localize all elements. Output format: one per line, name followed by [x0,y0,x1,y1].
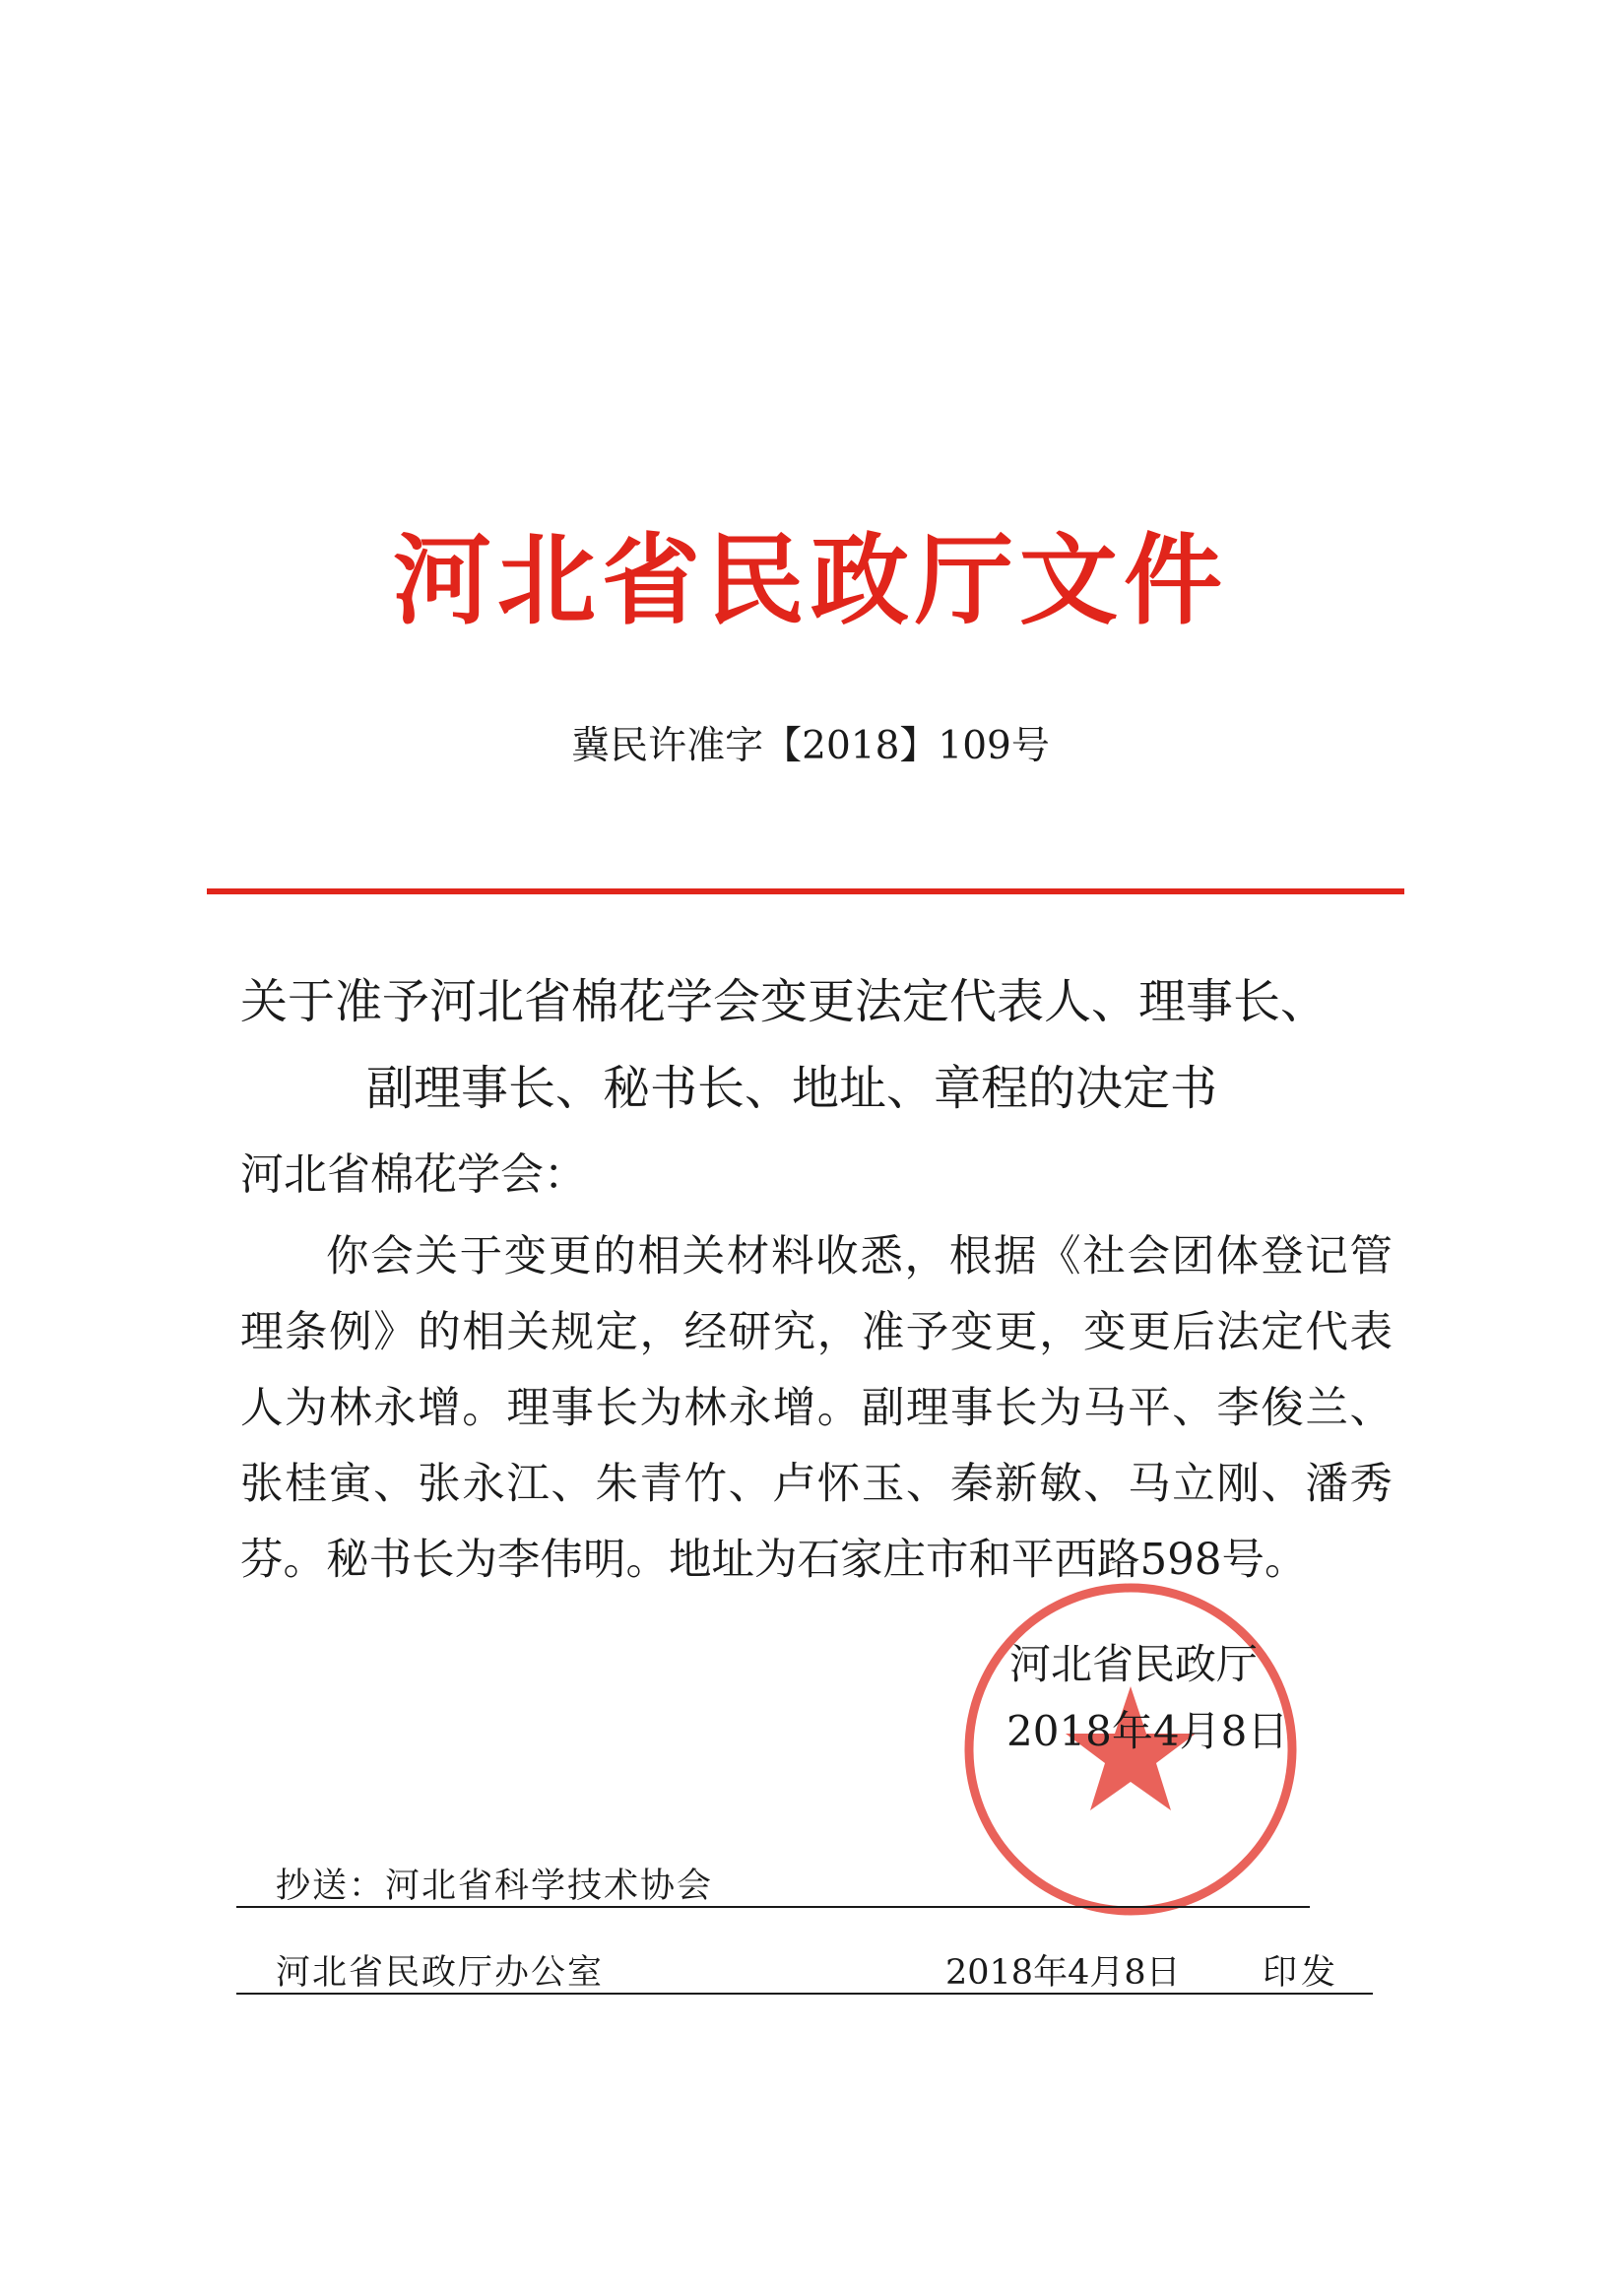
document-header-title: 河北省民政厅文件 [393,523,1228,638]
issue-label: 印发 [1263,1953,1340,1993]
issuing-office: 河北省民政厅办公室 [276,1953,605,1993]
footer-rule-top [236,1906,1310,1908]
signature-org: 河北省民政厅 [1009,1640,1259,1688]
decision-title-line-1: 关于准予河北省棉花学会变更法定代表人、理事长、 [240,974,1329,1029]
red-divider [207,888,1404,894]
decision-body: 你会关于变更的相关材料收悉，根据《社会团体登记管理条例》的相关规定，经研究，准予变更，变更后法定代表人为林永增。理事长为林永增。副理事长为马平、李俊兰、张桂寅、张永江、朱青竹、卢怀玉、秦新敏、马立刚、潘秀芬。秘书长为李伟明。地址为石家庄市和平西路598号。 [240,1232,1393,1585]
addressee: 河北省棉花学会： [240,1149,587,1200]
document-number: 冀民许准字【2018】109号 [571,724,1050,768]
issue-date: 2018年4月8日 [945,1953,1181,1993]
signature-date: 2018年4月8日 [1006,1707,1289,1755]
decision-title-line-2: 副理事长、秘书长、地址、章程的决定书 [366,1061,1218,1116]
cc-line: 抄送：河北省科学技术协会 [276,1867,714,1906]
footer-rule-bottom [236,1993,1373,1995]
